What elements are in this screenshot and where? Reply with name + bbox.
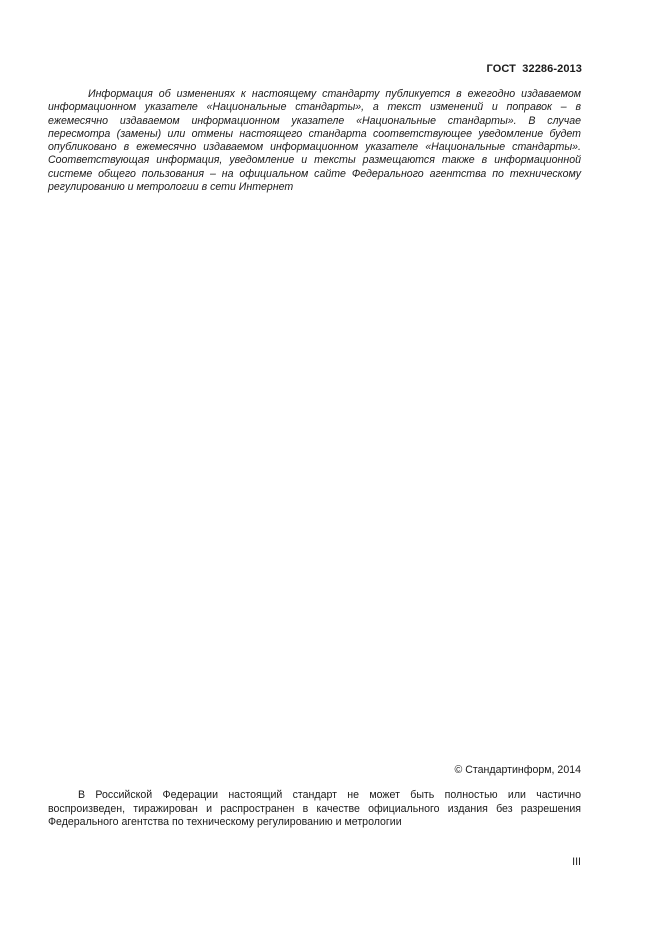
amendments-notice: Информация об изменениях к настоящему стандарту публикуется в ежегодно издаваемом информационном указателе «Национальные стандарты», а текст изменений и поправок – в ежемесячно издаваемом информационном указателе «Национальные стандарты». В случае пересмотра (замены) или отмены настоящего стандарта соответствующее уведомление будет опубликовано в ежемесячно издаваемом информационном указателе «Национальные стандарты». Соответствующая информация, уведомление и тексты размещаются также в информационной системе общего пользования – на официальном сайте Федерального агентства по техническому регулированию и метрологии в сети Интернет — [48, 88, 581, 194]
reproduction-rights-text: В Российской Федерации настоящий стандарт не может быть полностью или частично воспроизведен, тиражирован и распространен в качестве официального издания без разрешения Федерального агентства по техническому регулированию и метрологии — [48, 789, 581, 828]
copyright-notice: © Стандартинформ, 2014 — [454, 764, 581, 776]
standard-code: ГОСТ 32286-2013 — [486, 63, 582, 75]
page-number: III — [572, 856, 581, 868]
